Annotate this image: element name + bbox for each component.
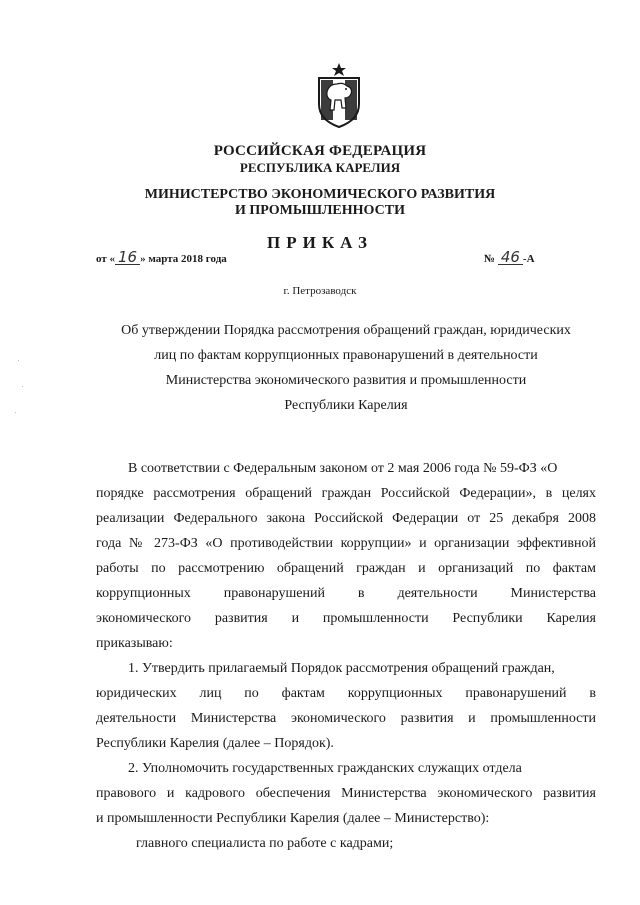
- clause-1-line: деятельности Министерства экономического развития и промышленности: [96, 711, 596, 726]
- coat-of-arms-emblem: [313, 62, 365, 128]
- clause-1-line: юридических лиц по фактам коррупционных правонарушений в: [96, 686, 596, 701]
- clause-2-line: и промышленности Республики Карелия (далее – Министерство):: [96, 811, 490, 826]
- scan-speck: [15, 412, 16, 413]
- title-line: Министерства экономического развития и промышленности: [165, 373, 527, 388]
- country-heading: РОССИЙСКАЯ ФЕДЕРАЦИЯ: [213, 143, 427, 159]
- clause-2-subitem: главного специалиста по работе с кадрами;: [136, 836, 394, 851]
- city-label: г. Петрозаводск: [283, 285, 357, 297]
- republic-heading: РЕСПУБЛИКА КАРЕЛИЯ: [239, 160, 401, 175]
- clause-1-line: 1. Утвердить прилагаемый Порядок рассмотрения обращений граждан,: [128, 661, 555, 676]
- title-line: лиц по фактам коррупционных правонарушений в деятельности: [154, 348, 538, 363]
- number-prefix: №: [484, 253, 496, 265]
- body-line: В соответствии с Федеральным законом от 2 мая 2006 года № 59-ФЗ «О: [128, 461, 558, 476]
- body-line: года № 273-ФЗ «О противодействии коррупции» и организации эффективной: [96, 536, 596, 551]
- ministry-heading-line1: МИНИСТЕРСТВО ЭКОНОМИЧЕСКОГО РАЗВИТИЯ: [144, 187, 496, 202]
- date-prefix: от «: [96, 253, 116, 265]
- clause-1-line: Республики Карелия (далее – Порядок).: [96, 736, 334, 751]
- body-line: порядке рассмотрения обращений граждан Российской Федерации», в целях: [96, 486, 596, 501]
- clause-2-line: правового и кадрового обеспечения Министерства экономического развития: [96, 786, 596, 801]
- clause-2-line: 2. Уполномочить государственных гражданских служащих отдела: [128, 761, 522, 776]
- title-line: Об утверждении Порядка рассмотрения обращений граждан, юридических: [121, 323, 571, 338]
- body-line: приказываю:: [96, 636, 173, 651]
- document-type-heading: ПРИКАЗ: [267, 233, 373, 252]
- scan-speck: [18, 360, 19, 361]
- order-number: [484, 250, 535, 265]
- scan-speck: [22, 386, 23, 387]
- handwritten-number: 46: [498, 250, 523, 265]
- number-suffix: -А: [522, 253, 535, 265]
- body-line: реализации Федерального закона Российской Федерации от 25 декабря 2008: [96, 511, 596, 526]
- order-date: [96, 250, 227, 265]
- order-body: [96, 456, 596, 856]
- date-suffix: » марта 2018 года: [140, 253, 227, 265]
- body-line: работы по рассмотрению обращений граждан и организаций по фактам: [96, 561, 596, 576]
- handwritten-day: 16: [115, 250, 140, 265]
- order-title: [96, 318, 596, 418]
- ministry-heading-line2: И ПРОМЫШЛЕННОСТИ: [235, 203, 405, 218]
- title-line: Республики Карелия: [284, 398, 408, 413]
- body-line: коррупционных правонарушений в деятельности Министерства: [96, 586, 596, 601]
- body-line: экономического развития и промышленности Республики Карелия: [96, 611, 596, 626]
